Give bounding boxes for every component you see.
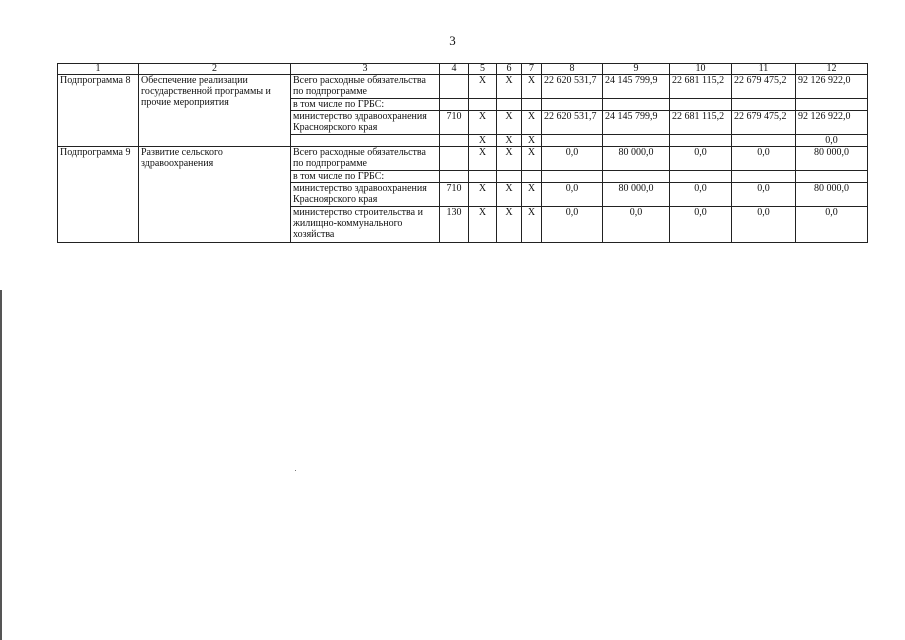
column-header: 12 — [796, 64, 868, 75]
cell: X — [497, 135, 522, 147]
cell-amount: 0,0 — [732, 183, 796, 207]
cell: X — [522, 75, 542, 99]
cell-amount: 80 000,0 — [796, 147, 868, 171]
cell — [603, 171, 670, 183]
cell: X — [497, 207, 522, 243]
cell-amount: 24 145 799,9 — [603, 75, 670, 99]
cell: X — [522, 111, 542, 135]
cell-amount: 0,0 — [542, 207, 603, 243]
table-row — [58, 75, 868, 99]
cell — [497, 171, 522, 183]
budget-table — [57, 63, 868, 243]
cell-amount: 80 000,0 — [603, 183, 670, 207]
cell-amount: 22 679 475,2 — [732, 75, 796, 99]
cell-amount: 0,0 — [670, 183, 732, 207]
cell — [796, 99, 868, 111]
column-header: 6 — [497, 64, 522, 75]
program-name: Обеспечение реализации государственной программы и прочие мероприятия — [139, 75, 291, 147]
cell-amount: 0,0 — [670, 207, 732, 243]
cell-amount: 80 000,0 — [796, 183, 868, 207]
scan-edge-line — [0, 290, 2, 640]
column-header: 2 — [139, 64, 291, 75]
cell-amount — [670, 135, 732, 147]
cell — [796, 171, 868, 183]
cell-amount: 80 000,0 — [603, 147, 670, 171]
cell — [670, 171, 732, 183]
scan-speck — [295, 470, 296, 471]
cell: X — [522, 207, 542, 243]
cell: X — [497, 75, 522, 99]
cell: X — [497, 183, 522, 207]
cell-amount: 0,0 — [542, 147, 603, 171]
cell-amount: 0,0 — [603, 207, 670, 243]
cell-amount — [603, 135, 670, 147]
cell — [732, 171, 796, 183]
cell-amount — [732, 135, 796, 147]
column-header: 4 — [440, 64, 469, 75]
cell: X — [469, 75, 497, 99]
cell — [522, 99, 542, 111]
cell — [603, 99, 670, 111]
cell-grbs: 710 — [440, 183, 469, 207]
column-number-row — [58, 64, 868, 75]
column-header: 3 — [291, 64, 440, 75]
cell-amount: 0,0 — [732, 147, 796, 171]
cell: X — [522, 135, 542, 147]
cell-amount: 0,0 — [542, 183, 603, 207]
cell-grbs — [440, 135, 469, 147]
column-header: 9 — [603, 64, 670, 75]
cell — [732, 99, 796, 111]
row-label: в том числе по ГРБС: — [291, 99, 440, 111]
column-header: 8 — [542, 64, 603, 75]
cell — [542, 99, 603, 111]
cell — [670, 99, 732, 111]
column-header: 10 — [670, 64, 732, 75]
cell-amount: 0,0 — [732, 207, 796, 243]
cell-grbs — [440, 147, 469, 171]
cell-amount: 0,0 — [796, 207, 868, 243]
cell: X — [469, 207, 497, 243]
cell-amount: 22 681 115,2 — [670, 111, 732, 135]
cell: X — [497, 147, 522, 171]
cell: X — [469, 183, 497, 207]
program-code: Подпрограмма 9 — [58, 147, 139, 243]
row-label: министерство здравоохранения Красноярского края — [291, 111, 440, 135]
row-label: в том числе по ГРБС: — [291, 171, 440, 183]
cell: X — [522, 183, 542, 207]
table-row — [58, 147, 868, 171]
column-header: 7 — [522, 64, 542, 75]
row-label — [291, 135, 440, 147]
cell: X — [469, 147, 497, 171]
cell — [469, 171, 497, 183]
cell-amount — [542, 135, 603, 147]
page-number: 3 — [449, 33, 456, 48]
cell: X — [469, 135, 497, 147]
cell-amount: 0,0 — [796, 135, 868, 147]
cell-amount: 92 126 922,0 — [796, 75, 868, 99]
cell-amount: 22 620 531,7 — [542, 75, 603, 99]
cell — [522, 171, 542, 183]
column-header: 11 — [732, 64, 796, 75]
cell-amount: 0,0 — [670, 147, 732, 171]
cell-grbs — [440, 75, 469, 99]
row-label: министерство строительства и жилищно-коммунального хозяйства — [291, 207, 440, 243]
cell: X — [497, 111, 522, 135]
row-label: Всего расходные обязательства по подпрограмме — [291, 147, 440, 171]
cell-amount: 22 681 115,2 — [670, 75, 732, 99]
row-label: Всего расходные обязательства по подпрограмме — [291, 75, 440, 99]
cell — [497, 99, 522, 111]
row-label: министерство здравоохранения Красноярского края — [291, 183, 440, 207]
cell — [440, 99, 469, 111]
cell-grbs: 130 — [440, 207, 469, 243]
cell-amount: 24 145 799,9 — [603, 111, 670, 135]
column-header: 1 — [58, 64, 139, 75]
cell — [469, 99, 497, 111]
cell — [440, 171, 469, 183]
cell-amount: 22 620 531,7 — [542, 111, 603, 135]
cell: X — [522, 147, 542, 171]
cell-amount: 92 126 922,0 — [796, 111, 868, 135]
cell — [542, 171, 603, 183]
cell: X — [469, 111, 497, 135]
cell-grbs: 710 — [440, 111, 469, 135]
cell-amount: 22 679 475,2 — [732, 111, 796, 135]
column-header: 5 — [469, 64, 497, 75]
program-name: Развитие сельского здравоохранения — [139, 147, 291, 243]
program-code: Подпрограмма 8 — [58, 75, 139, 147]
